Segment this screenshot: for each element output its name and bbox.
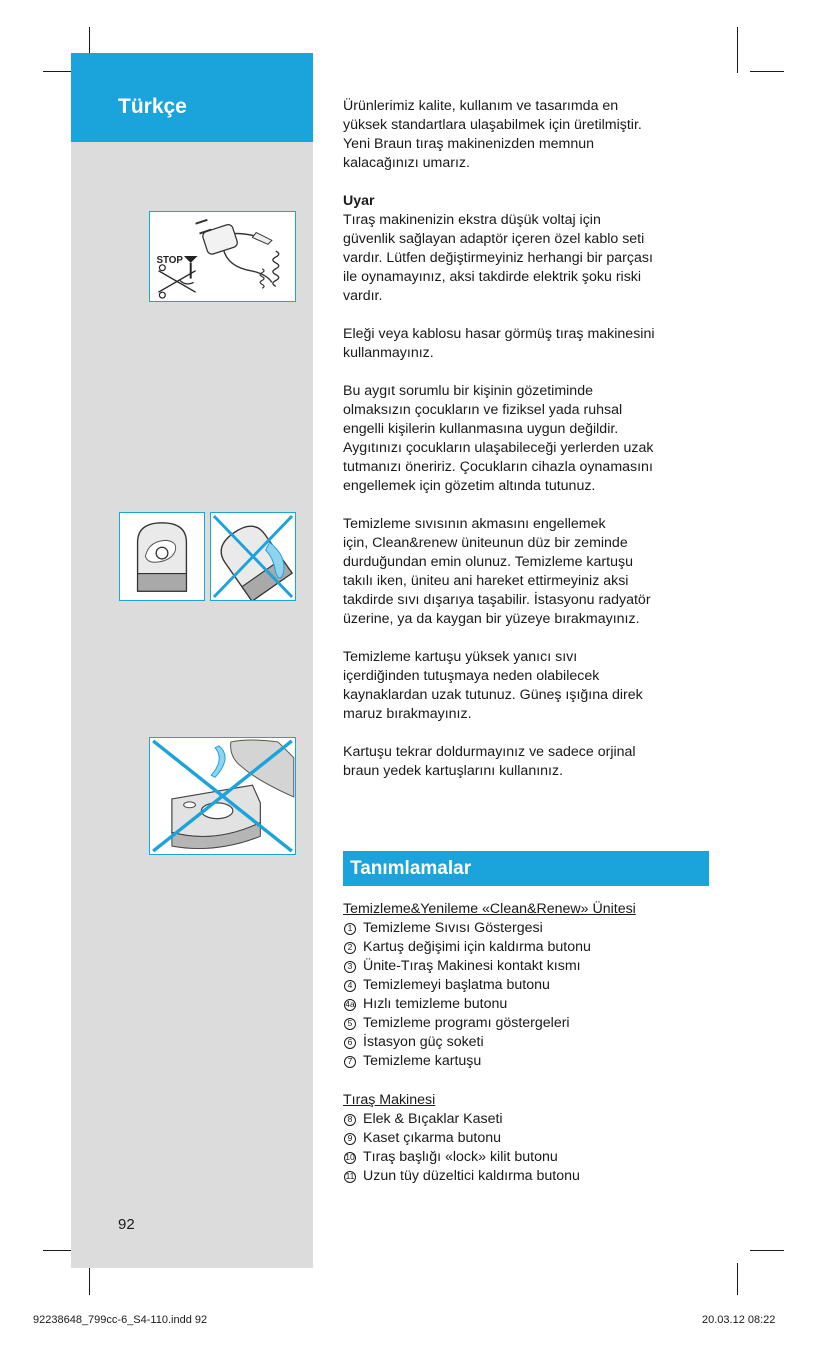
station-tilted-crossed-figure bbox=[210, 512, 296, 601]
flammable-paragraph: Temizleme kartuşu yüksek yanıcı sıvı içerdiğinden tutuşmaya neden olabilecek kaynaklardan uzak tutunuz. Güneş ışığına direk maruz bırakmayınız. bbox=[343, 649, 643, 722]
list-item bbox=[343, 1014, 715, 1033]
intro-text bbox=[343, 97, 715, 800]
refill-illustration bbox=[150, 738, 295, 854]
warning-title: Uyar bbox=[343, 193, 375, 209]
warning-paragraph: Tıraş makinenizin ekstra düşük voltaj için güvenlik sağlayan adaptör içeren özel kablo seti vardır. Lütfen değiştirmeyiniz herhangi bir parçası ile oynamayınız, aksi takdirde elektrik şoku riski vardır. bbox=[343, 212, 653, 304]
unit-parts-list bbox=[343, 900, 715, 1071]
item-label: Ünite-Tıraş Makinesi kontakt kısmı bbox=[363, 958, 581, 974]
list-item bbox=[343, 1167, 715, 1186]
list-item bbox=[343, 995, 715, 1014]
page-number: 92 bbox=[118, 1216, 135, 1233]
item-number-badge: 11 bbox=[345, 1171, 355, 1182]
item-label: Temizleme programı göstergeleri bbox=[363, 1015, 570, 1031]
item-number-badge: 4 bbox=[344, 980, 356, 992]
item-label: Kartuş değişimi için kaldırma butonu bbox=[363, 939, 591, 955]
refill-crossed-figure bbox=[149, 737, 296, 855]
item-label: Tıraş başlığı «lock» kilit butonu bbox=[363, 1149, 558, 1165]
children-paragraph: Bu aygıt sorumlu bir kişinin gözetiminde olmaksızın çocukların ve fiziksel yada ruhsal engelli kişilerin kullanmasına uygun değildir. Aygıtınızı çocukların ulaşabileceği yerlerden uzak tutmanızı öneririz. Çocukların cihazla oynamasını engellemek için gözetim altında tutunuz. bbox=[343, 383, 654, 494]
item-number-badge: 4a bbox=[345, 999, 355, 1010]
crop-mark bbox=[750, 71, 784, 72]
list-item bbox=[343, 1148, 715, 1167]
list-item bbox=[343, 1052, 715, 1071]
shaver-parts-list bbox=[343, 1091, 715, 1186]
item-label: Elek & Bıçaklar Kaseti bbox=[363, 1111, 503, 1127]
footer-datetime: 20.03.12 08:22 bbox=[702, 1314, 776, 1326]
list-item bbox=[343, 1110, 715, 1129]
list-item bbox=[343, 976, 715, 995]
crop-mark bbox=[737, 27, 738, 73]
item-number-badge: 8 bbox=[344, 1114, 356, 1126]
list-item bbox=[343, 957, 715, 976]
adaptor-warning-figure bbox=[149, 211, 296, 302]
crop-mark bbox=[737, 1263, 738, 1295]
stop-label: STOP bbox=[156, 254, 183, 266]
item-label: Uzun tüy düzeltici kaldırma butonu bbox=[363, 1168, 580, 1184]
item-label: Temizleme kartuşu bbox=[363, 1053, 482, 1069]
item-label: İstasyon güç soketi bbox=[363, 1034, 484, 1050]
item-label: Kaset çıkarma butonu bbox=[363, 1130, 502, 1146]
item-label: Hızlı temizleme butonu bbox=[363, 996, 508, 1012]
shaver-list-title: Tıraş Makinesi bbox=[343, 1092, 436, 1108]
language-title: Türkçe bbox=[118, 95, 187, 118]
list-item bbox=[343, 1033, 715, 1052]
spill-paragraph: Temizleme sıvısının akmasını engellemek için, Clean&renew üniteunun düz bir zeminde durduğundan emin olunuz. Temizleme kartuşu takılı iken, üniteu ani hareket ettirmeyiniz aksi takdirde sıvı dışarıya taşabilir. İstasyonu radyatör üzerine, ya da kaygan bir yüzeye bırakmayınız. bbox=[343, 516, 651, 627]
list-item bbox=[343, 1129, 715, 1148]
item-number-badge: 5 bbox=[344, 1018, 356, 1030]
section-header: Tanımlamalar bbox=[343, 851, 709, 886]
item-number-badge: 1 bbox=[344, 923, 356, 935]
refill-paragraph: Kartuşu tekrar doldurmayınız ve sadece orjinal braun yedek kartuşlarını kullanınız. bbox=[343, 744, 636, 779]
item-number-badge: 3 bbox=[344, 961, 356, 973]
warning-block bbox=[343, 192, 715, 306]
intro-paragraph: Ürünlerimiz kalite, kullanım ve tasarımda en yüksek standartlara ulaşabilmek için üretilmiştir. Yeni Braun tıraş makinenizden memnun kalacağınızı umarız. bbox=[343, 98, 642, 171]
item-label: Temizleme Sıvısı Göstergesi bbox=[363, 920, 543, 936]
station-illustration bbox=[120, 513, 204, 600]
item-number-badge: 7 bbox=[344, 1056, 356, 1068]
station-tilted-illustration bbox=[211, 513, 295, 600]
list-item bbox=[343, 938, 715, 957]
damage-paragraph: Eleği veya kablosu hasar görmüş tıraş makinesini kullanmayınız. bbox=[343, 326, 655, 361]
item-number-badge: 6 bbox=[344, 1037, 356, 1049]
item-label: Temizlemeyi başlatma butonu bbox=[363, 977, 550, 993]
item-number-badge: 2 bbox=[344, 942, 356, 954]
crop-mark bbox=[750, 1250, 784, 1251]
list-item bbox=[343, 919, 715, 938]
plug-illustration bbox=[150, 212, 295, 301]
station-upright-figure bbox=[119, 512, 205, 601]
language-header bbox=[71, 53, 313, 142]
item-number-badge: 9 bbox=[344, 1133, 356, 1145]
unit-list-title: Temizleme&Yenileme «Clean&Renew» Ünitesi bbox=[343, 901, 636, 917]
item-number-badge: 10 bbox=[345, 1152, 355, 1163]
footer-file-info: 92238648_799cc-6_S4-110.indd 92 bbox=[33, 1314, 208, 1326]
